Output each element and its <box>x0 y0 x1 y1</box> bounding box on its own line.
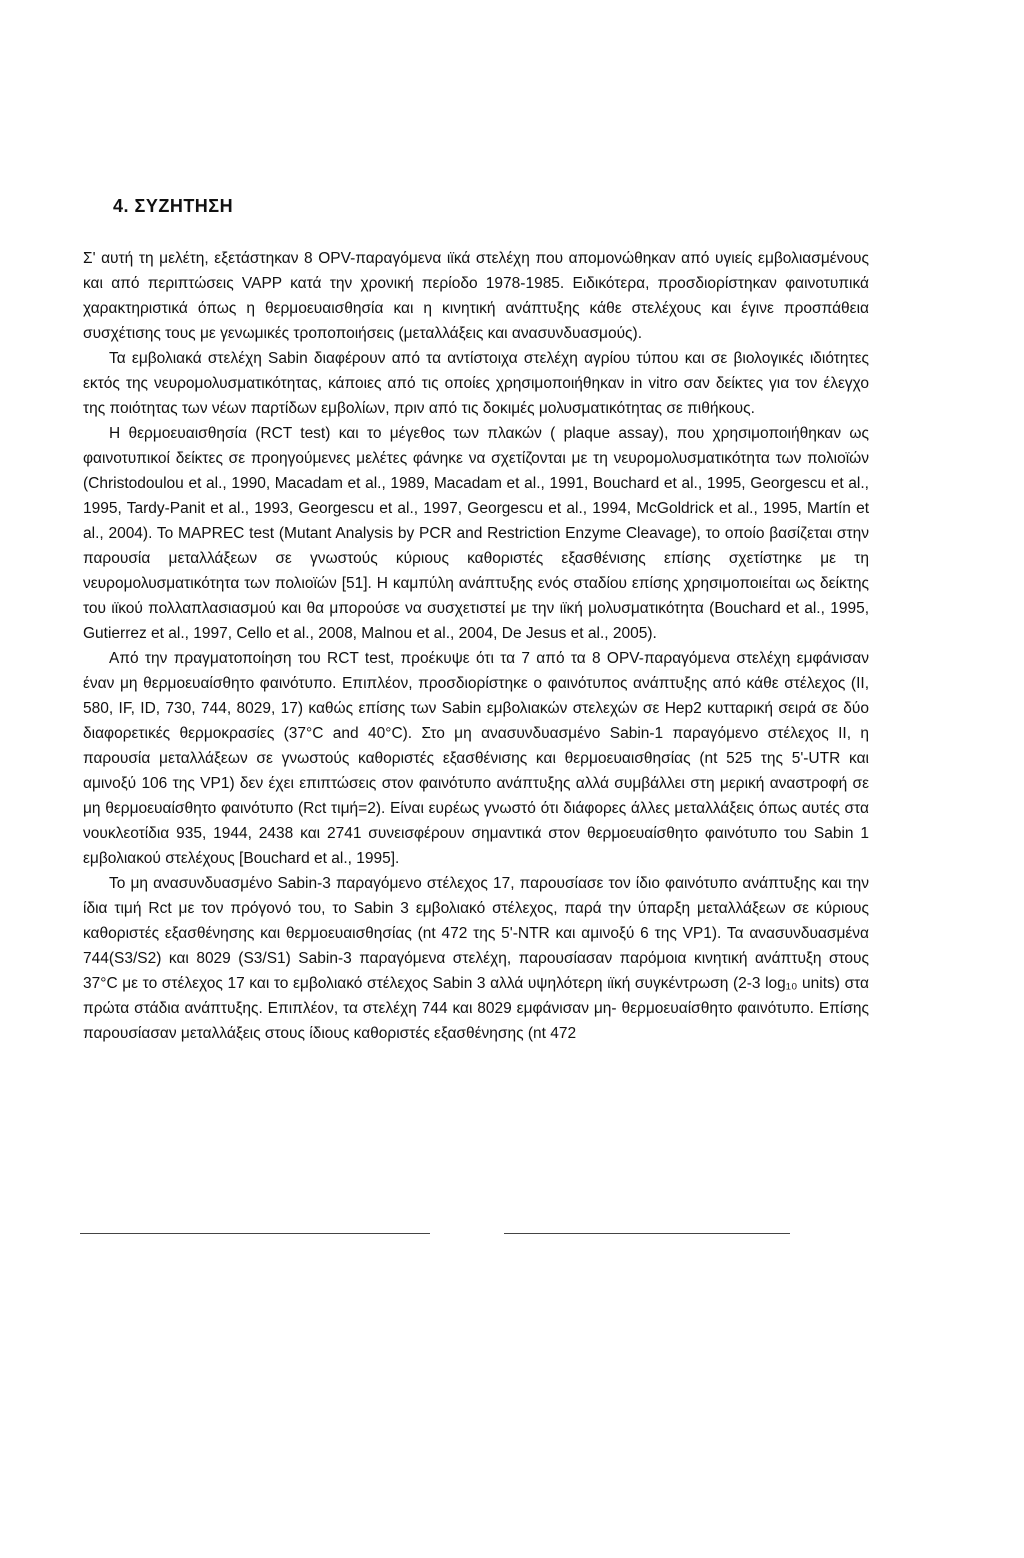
paragraph: Από την πραγματοποίηση του RCT test, προέκυψε ότι τα 7 από τα 8 OPV-παραγόμενα στελέχη εμφάνισαν έναν μη θερμοευαίσθητο φαινότυπο. Επιπλέον, προσδιορίστηκε ο φαινότυπος ανάπτυξης από κάθε στέλεχος (II, 580, IF, ID, 730, 744, 8029, 17) καθώς επίσης των Sabin εμβολιακών στελεχών σε Hep2 κυτταρική σειρά σε δύο διαφορετικές θερμοκρασίες (37°C and 40°C). Στο μη ανασυνδυασμένο Sabin-1 παραγόμενο στέλεχος II, η παρουσία μεταλλάξεων σε γνωστούς καθοριστές εξασθένισης και θερμοευαισθησίας (nt 525 της 5'-UTR και αμινοξύ 106 της VP1) δεν έχει επιπτώσεις στον φαινότυπο ανάπτυξης αλλά συμβάλλει στη μερική αναστροφή σε μη θερμοευαίσθητο φαινότυπο (Rct τιμή=2). Είναι ευρέως γνωστό ότι διάφορες άλλες μεταλλάξεις όπως αυτές στα νουκλεοτίδια 935, 1944, 2438 και 2741 συνεισφέρουν σημαντικά στον θερμοευαίσθητο φαινότυπο του Sabin 1 εμβολιακού στελέχους [Bouchard et al., 1995]. <box>83 650 869 867</box>
paragraph: Τα εμβολιακά στελέχη Sabin διαφέρουν από τα αντίστοιχα στελέχη αγρίου τύπου και σε βιολογικές ιδιότητες εκτός της νευρομολυσματικότητας, κάποιες από τις οποίες χρησιμοποιήθηκαν in vitro σαν δείκτες για τον έλεγχο της ποιότητας των νέων παρτίδων εμβολίων, πριν από τις δοκιμές μολυσματικότητας σε πιθήκους. <box>83 350 869 417</box>
footer-rule-right <box>504 1233 790 1234</box>
paragraph: Η θερμοευαισθησία (RCT test) και το μέγεθος των πλακών ( plaque assay), που χρησιμοποιήθηκαν ως φαινοτυπικοί δείκτες σε προηγούμενες μελέτες φάνηκε να σχετίζονται με τη νευρομολυσματικότητα των πολιοϊών (Christodoulou et al., 1990, Macadam et al., 1989, Macadam et al., 1991, Bouchard et al., 1995, Georgescu et al., 1995, Tardy-Panit et al., 1993, Georgescu et al., 1997, Georgescu et al., 1994, McGoldrick et al., 1995, Martín et al., 2004). Το MAPREC test (Mutant Analysis by PCR and Restriction Enzyme Cleavage), το οποίο βασίζεται στην παρουσία μεταλλάξεων σε γνωστούς κύριους καθοριστές εξασθένισης επίσης σχετίστηκε με τη νευρομολυσματικότητα των πολιοϊών [51]. Η καμπύλη ανάπτυξης ενός σταδίου επίσης χρησιμοποιείται ως δείκτης του ιϊκού πολλαπλασιασμού και θα μπορούσε να συσχετιστεί με την ιϊκή μολυσματικότητα (Bouchard et al., 1995, Gutierrez et al., 1997, Cello et al., 2008, Malnou et al., 2004, De Jesus et al., 2005). <box>83 425 869 642</box>
footer-rule-left <box>80 1233 430 1234</box>
paragraph: Σ' αυτή τη μελέτη, εξετάστηκαν 8 OPV-παραγόμενα ιϊκά στελέχη που απομονώθηκαν από υγιείς εμβολιασμένους και από περιπτώσεις VAPP κατά την χρονική περίοδο 1978-1985. Ειδικότερα, προσδιορίστηκαν φαινοτυπικά χαρακτηριστικά όπως η θερμοευαισθησία και η κινητική ανάπτυξης κάθε στελέχους και έγινε προσπάθεια συσχέτισης τους με γενωμικές τροποποιήσεις (μεταλλάξεις και ανασυνδυασμούς). <box>83 250 869 342</box>
section-heading: 4. ΣΥΖΗΤΗΣΗ <box>113 196 234 216</box>
body-text <box>83 246 869 1046</box>
paragraph: Το μη ανασυνδυασμένο Sabin-3 παραγόμενο στέλεχος 17, παρουσίασε τον ίδιο φαινότυπο ανάπτυξης και την ίδια τιμή Rct με τον πρόγονό του, το Sabin 3 εμβολιακό στέλεχος, παρά την ύπαρξη μεταλλάξεων σε κύριους καθοριστές εξασθένησης και θερμοευαισθησίας (nt 472 της 5'-NTR και αμινοξύ 6 της VP1). Τα ανασυνδυασμένα 744(S3/S2) και 8029 (S3/S1) Sabin-3 παραγόμενα στελέχη, παρουσίασαν παρόμοια κινητική ανάπτυξη στους 37°C με το στέλεχος 17 και το εμβολιακό στέλεχος Sabin 3 αλλά υψηλότερη ιϊκή συγκέντρωση (2-3 log₁₀ units) στα πρώτα στάδια ανάπτυξης. Επιπλέον, τα στελέχη 744 και 8029 εμφάνισαν μη- θερμοευαίσθητο φαινότυπο. Επίσης παρουσίασαν μεταλλάξεις στους ίδιους καθοριστές εξασθένησης (nt 472 <box>83 875 869 1042</box>
